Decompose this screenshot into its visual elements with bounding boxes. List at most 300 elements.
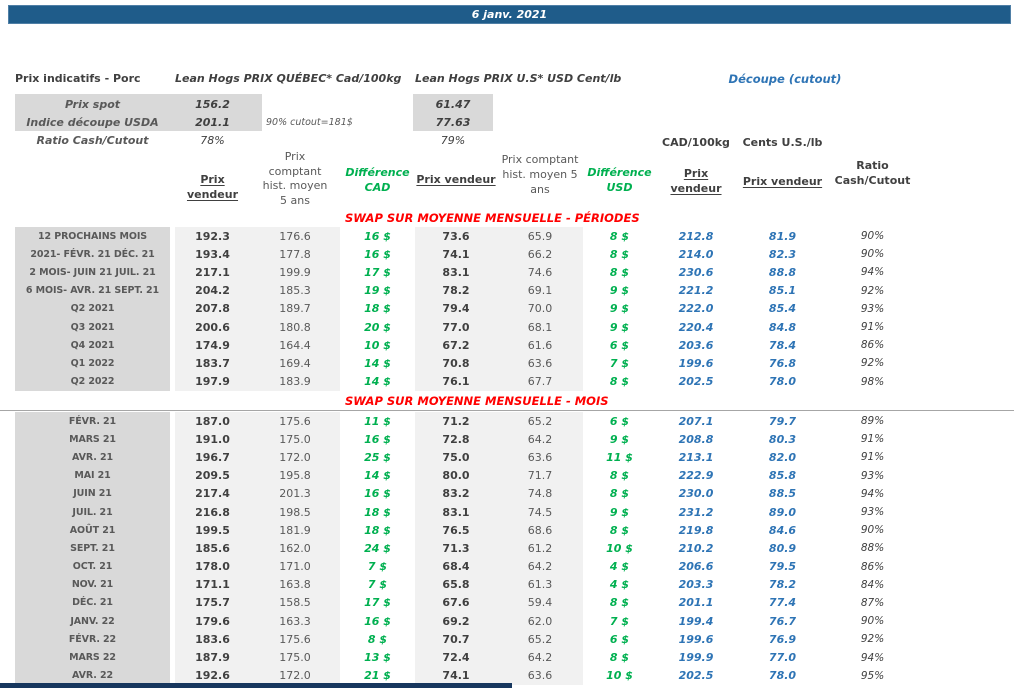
usd-prix-vendeur: 74.1 xyxy=(415,245,497,263)
usd-prix-comptant: 59.4 xyxy=(497,594,583,612)
row-label: SEPT. 21 xyxy=(15,539,170,557)
cad-prix-vendeur: 209.5 xyxy=(175,467,250,485)
difference-usd: 9 $ xyxy=(609,432,630,446)
difference-usd: 6 $ xyxy=(609,632,630,646)
difference-usd: 10 $ xyxy=(606,669,633,683)
table-row xyxy=(15,282,920,300)
difference-cad: 16 $ xyxy=(364,614,391,628)
header-line: Prix xyxy=(284,150,306,163)
difference-cad: 18 $ xyxy=(364,302,391,316)
cutout-us-prix-vendeur: 76.9 xyxy=(768,632,797,646)
prix-spot-usd-value: 61.47 xyxy=(435,97,471,111)
usd-prix-vendeur: 71.3 xyxy=(415,539,497,557)
cad-prix-vendeur: 207.8 xyxy=(175,300,250,318)
cutout-cad-prix-vendeur: 202.5 xyxy=(678,669,714,683)
cad-prix-vendeur: 204.2 xyxy=(175,282,250,300)
cad-prix-comptant: 158.5 xyxy=(250,594,340,612)
header-line: USD xyxy=(606,181,633,194)
bottom-bar xyxy=(0,683,512,688)
difference-cad: 10 $ xyxy=(364,338,391,352)
cutout-cad-prix-vendeur: 207.1 xyxy=(678,414,714,428)
usd-prix-comptant: 69.1 xyxy=(497,282,583,300)
cad-prix-comptant: 175.0 xyxy=(250,430,340,448)
usd-prix-comptant: 66.2 xyxy=(497,245,583,263)
table-row xyxy=(15,521,920,539)
usd-prix-vendeur: 73.6 xyxy=(415,227,497,245)
column-header-difference-usd xyxy=(587,165,652,195)
usd-prix-comptant: 68.1 xyxy=(497,318,583,336)
difference-cad: 11 $ xyxy=(364,414,391,428)
usd-prix-comptant: 65.9 xyxy=(497,227,583,245)
usd-prix-vendeur: 78.2 xyxy=(415,282,497,300)
difference-cad: 8 $ xyxy=(367,632,388,646)
cad-prix-vendeur: 187.0 xyxy=(175,412,250,430)
cad-prix-vendeur: 185.6 xyxy=(175,539,250,557)
cutout-us-prix-vendeur: 85.8 xyxy=(768,469,797,483)
cad-prix-comptant: 180.8 xyxy=(250,318,340,336)
cad-prix-vendeur: 193.4 xyxy=(175,245,250,263)
us-section-title: Lean Hogs PRIX U.S* USD Cent/lb xyxy=(415,72,622,85)
difference-usd: 9 $ xyxy=(609,284,630,298)
difference-cad: 17 $ xyxy=(364,265,391,279)
row-label: FÉVR. 22 xyxy=(15,630,170,648)
table-row xyxy=(15,630,920,648)
cad-prix-comptant: 163.8 xyxy=(250,576,340,594)
row-label: Q2 2022 xyxy=(15,373,170,391)
difference-cad: 21 $ xyxy=(364,669,391,683)
usd-prix-comptant: 61.6 xyxy=(497,336,583,354)
cutout-us-prix-vendeur: 85.1 xyxy=(768,284,797,298)
row-label: AOÛT 21 xyxy=(15,521,170,539)
cad-prix-comptant: 199.9 xyxy=(250,263,340,281)
cutout-us-prix-vendeur: 78.4 xyxy=(768,338,797,352)
ratio-cash-cutout: 94% xyxy=(860,651,885,664)
usd-prix-comptant: 61.2 xyxy=(497,539,583,557)
row-label: Q4 2021 xyxy=(15,336,170,354)
cutout-cad-prix-vendeur: 202.5 xyxy=(678,375,714,389)
difference-usd: 6 $ xyxy=(609,338,630,352)
difference-usd: 4 $ xyxy=(609,578,630,592)
difference-cad: 16 $ xyxy=(364,229,391,243)
cutout-cad-prix-vendeur: 230.6 xyxy=(678,265,714,279)
header-line: Différence xyxy=(345,166,410,179)
table-row xyxy=(15,576,920,594)
ratio-cad-value: 78% xyxy=(200,133,225,147)
usd-prix-vendeur: 72.8 xyxy=(415,430,497,448)
ratio-cash-cutout: 90% xyxy=(860,230,885,243)
row-label: MARS 21 xyxy=(15,430,170,448)
header-line: vendeur xyxy=(670,182,722,195)
cutout-us-prix-vendeur: 80.3 xyxy=(768,432,797,446)
usd-prix-comptant: 64.2 xyxy=(497,648,583,666)
usd-prix-comptant: 70.0 xyxy=(497,300,583,318)
row-label: NOV. 21 xyxy=(15,576,170,594)
table-row xyxy=(15,467,920,485)
table-row xyxy=(15,412,920,430)
cad-prix-comptant: 176.6 xyxy=(250,227,340,245)
ratio-cash-cutout: 92% xyxy=(860,357,885,370)
usd-prix-vendeur: 79.4 xyxy=(415,300,497,318)
ratio-cash-cutout: 86% xyxy=(860,560,885,573)
table-row xyxy=(15,336,920,354)
indice-decoupe-label: Indice découpe USDA xyxy=(26,115,159,129)
usd-prix-comptant: 64.2 xyxy=(497,558,583,576)
cad-prix-comptant: 201.3 xyxy=(250,485,340,503)
cutout-us-prix-vendeur: 77.0 xyxy=(768,651,797,665)
difference-cad: 14 $ xyxy=(364,356,391,370)
header-line: hist. moyen 5 xyxy=(502,168,578,181)
column-header-cutout-cad-prix-vendeur xyxy=(652,166,740,196)
ratio-cash-cutout: 91% xyxy=(860,433,885,446)
cad-prix-vendeur: 192.6 xyxy=(175,667,250,685)
usd-prix-comptant: 74.5 xyxy=(497,503,583,521)
indice-decoupe-usd-value: 77.63 xyxy=(435,115,471,129)
ratio-cash-cutout: 90% xyxy=(860,248,885,261)
usd-prix-comptant: 67.7 xyxy=(497,373,583,391)
difference-usd: 8 $ xyxy=(609,596,630,610)
cutout-us-prix-vendeur: 79.7 xyxy=(768,414,797,428)
cutout-cad-prix-vendeur: 201.1 xyxy=(678,596,714,610)
usd-prix-comptant: 64.2 xyxy=(497,430,583,448)
cutout-us-prix-vendeur: 80.9 xyxy=(768,541,797,555)
cutout-us-prix-vendeur: 88.5 xyxy=(768,487,797,501)
difference-usd: 8 $ xyxy=(609,651,630,665)
usd-prix-vendeur: 77.0 xyxy=(415,318,497,336)
page-title: Prix indicatifs - Porc xyxy=(15,72,141,85)
column-header-ratio-cash-cutout xyxy=(825,158,920,188)
difference-cad: 20 $ xyxy=(364,320,391,334)
cutout-cad-prix-vendeur: 199.6 xyxy=(678,632,714,646)
cutout-section-title: Découpe (cutout) xyxy=(728,72,842,86)
cutout-us-prix-vendeur: 89.0 xyxy=(768,505,797,519)
ratio-usd-value: 79% xyxy=(440,133,466,147)
usd-prix-comptant: 74.6 xyxy=(497,263,583,281)
cutout-cad-prix-vendeur: 220.4 xyxy=(678,320,714,334)
table-row xyxy=(15,373,920,391)
difference-usd: 9 $ xyxy=(609,320,630,334)
section-title-periodes: SWAP SUR MOYENNE MENSUELLE - PÉRIODES xyxy=(345,211,640,225)
ratio-cash-cutout: 91% xyxy=(860,451,885,464)
cutout-cad-prix-vendeur: 199.6 xyxy=(678,356,714,370)
cad-prix-comptant: 175.0 xyxy=(250,648,340,666)
ratio-cash-cutout: 93% xyxy=(860,302,885,315)
cutout-us-prix-vendeur: 76.8 xyxy=(768,356,797,370)
cutout-cad-prix-vendeur: 206.6 xyxy=(678,560,714,574)
cad-prix-vendeur: 217.1 xyxy=(175,263,250,281)
cutout-note: 90% cutout=181$ xyxy=(266,116,353,128)
ratio-cash-cutout: 92% xyxy=(860,633,885,646)
ratio-cash-cutout: 95% xyxy=(860,669,885,682)
usd-prix-vendeur: 70.8 xyxy=(415,354,497,372)
usd-prix-comptant: 65.2 xyxy=(497,630,583,648)
cad-prix-vendeur: 200.6 xyxy=(175,318,250,336)
difference-cad: 25 $ xyxy=(364,450,391,464)
cutout-us-prix-vendeur: 82.0 xyxy=(768,450,797,464)
difference-usd: 11 $ xyxy=(606,450,633,464)
usd-prix-vendeur: 71.2 xyxy=(415,412,497,430)
cad-prix-comptant: 172.0 xyxy=(250,448,340,466)
column-header-cutout-us-prix-vendeur: Prix vendeur xyxy=(742,175,823,188)
difference-cad: 24 $ xyxy=(364,541,391,555)
cad-prix-comptant: 163.3 xyxy=(250,612,340,630)
cutout-us-prix-vendeur: 79.5 xyxy=(768,560,797,574)
row-label: MAI 21 xyxy=(15,467,170,485)
difference-usd: 8 $ xyxy=(609,469,630,483)
column-header-prix-comptant-cad xyxy=(250,150,340,207)
cad-prix-vendeur: 191.0 xyxy=(175,430,250,448)
difference-cad: 16 $ xyxy=(364,247,391,261)
cad-prix-comptant: 183.9 xyxy=(250,373,340,391)
table-row xyxy=(15,485,920,503)
row-label: MARS 22 xyxy=(15,648,170,666)
section-title-mois: SWAP SUR MOYENNE MENSUELLE - MOIS xyxy=(345,394,609,408)
row-label: JUIL. 21 xyxy=(15,503,170,521)
table-row xyxy=(15,648,920,666)
difference-usd: 8 $ xyxy=(609,247,630,261)
cutout-us-prix-vendeur: 77.4 xyxy=(768,596,797,610)
difference-cad: 16 $ xyxy=(364,487,391,501)
usd-prix-comptant: 63.6 xyxy=(497,448,583,466)
row-label: Q3 2021 xyxy=(15,318,170,336)
cutout-cad-prix-vendeur: 203.6 xyxy=(678,338,714,352)
ratio-cash-cutout: 87% xyxy=(860,596,885,609)
header-line: Différence xyxy=(587,166,652,179)
cutout-cad-prix-vendeur: 212.8 xyxy=(678,229,714,243)
usd-prix-comptant: 63.6 xyxy=(497,667,583,685)
ratio-cash-cutout: 88% xyxy=(860,542,885,555)
ratio-cash-cutout: 89% xyxy=(860,415,885,428)
ratio-cash-cutout: 90% xyxy=(860,524,885,537)
periods-table xyxy=(15,227,920,391)
difference-usd: 6 $ xyxy=(609,414,630,428)
cad-prix-vendeur: 199.5 xyxy=(175,521,250,539)
table-row xyxy=(15,558,920,576)
difference-cad: 18 $ xyxy=(364,523,391,537)
cad-prix-vendeur: 174.9 xyxy=(175,336,250,354)
cad-prix-comptant: 175.6 xyxy=(250,412,340,430)
table-row xyxy=(15,318,920,336)
usd-prix-vendeur: 76.5 xyxy=(415,521,497,539)
cutout-cad-prix-vendeur: 203.3 xyxy=(678,578,714,592)
row-label: JUIN 21 xyxy=(15,485,170,503)
table-row xyxy=(15,354,920,372)
usd-prix-vendeur: 74.1 xyxy=(415,667,497,685)
ratio-cash-cutout: 84% xyxy=(860,578,885,591)
cad-prix-vendeur: 178.0 xyxy=(175,558,250,576)
difference-cad: 14 $ xyxy=(364,375,391,389)
difference-usd: 7 $ xyxy=(609,614,630,628)
prix-spot-cad-value: 156.2 xyxy=(195,97,230,111)
cad-prix-comptant: 172.0 xyxy=(250,667,340,685)
table-row xyxy=(15,430,920,448)
cutout-us-prix-vendeur: 84.8 xyxy=(768,320,797,334)
cad-prix-vendeur: 179.6 xyxy=(175,612,250,630)
ratio-cash-cutout: 93% xyxy=(860,469,885,482)
prix-spot-label: Prix spot xyxy=(64,97,121,111)
usd-prix-comptant: 65.2 xyxy=(497,412,583,430)
usd-prix-vendeur: 65.8 xyxy=(415,576,497,594)
column-header-us-unit: Cents U.S./lb xyxy=(742,136,823,149)
cutout-us-prix-vendeur: 81.9 xyxy=(768,229,797,243)
row-label: FÉVR. 21 xyxy=(15,412,170,430)
row-label: DÉC. 21 xyxy=(15,594,170,612)
header-line: comptant xyxy=(268,164,322,178)
cutout-cad-prix-vendeur: 208.8 xyxy=(678,432,714,446)
row-label: 2021- FÉVR. 21 DÉC. 21 xyxy=(15,245,170,263)
ratio-cash-cutout: 90% xyxy=(860,615,885,628)
difference-usd: 7 $ xyxy=(609,356,630,370)
difference-usd: 8 $ xyxy=(609,375,630,389)
cad-prix-comptant: 185.3 xyxy=(250,282,340,300)
cutout-cad-prix-vendeur: 210.2 xyxy=(678,541,714,555)
ratio-cash-cutout: 94% xyxy=(860,487,885,500)
row-label: Q2 2021 xyxy=(15,300,170,318)
cutout-us-prix-vendeur: 84.6 xyxy=(768,523,797,537)
cutout-cad-prix-vendeur: 199.4 xyxy=(678,614,714,628)
table-row xyxy=(15,448,920,466)
difference-usd: 8 $ xyxy=(609,265,630,279)
usd-prix-vendeur: 67.6 xyxy=(415,594,497,612)
usd-prix-vendeur: 75.0 xyxy=(415,448,497,466)
usd-prix-vendeur: 72.4 xyxy=(415,648,497,666)
cutout-cad-prix-vendeur: 230.0 xyxy=(678,487,714,501)
cad-prix-comptant: 162.0 xyxy=(250,539,340,557)
months-table xyxy=(15,412,920,685)
cad-prix-vendeur: 196.7 xyxy=(175,448,250,466)
cutout-us-prix-vendeur: 78.0 xyxy=(768,669,797,683)
column-header-difference-cad xyxy=(345,165,410,195)
cad-prix-vendeur: 175.7 xyxy=(175,594,250,612)
cutout-cad-prix-vendeur: 219.8 xyxy=(678,523,714,537)
usd-prix-comptant: 62.0 xyxy=(497,612,583,630)
header-line: Ratio xyxy=(856,159,889,172)
usd-prix-vendeur: 67.2 xyxy=(415,336,497,354)
cad-prix-comptant: 171.0 xyxy=(250,558,340,576)
row-label: Q1 2022 xyxy=(15,354,170,372)
cutout-cad-prix-vendeur: 231.2 xyxy=(678,505,714,519)
cutout-cad-prix-vendeur: 199.9 xyxy=(678,651,714,665)
difference-cad: 18 $ xyxy=(364,505,391,519)
ratio-cash-cutout: 94% xyxy=(860,266,885,279)
header-line: hist. moyen xyxy=(262,179,328,192)
table-row xyxy=(15,300,920,318)
ratio-cash-cutout: 91% xyxy=(860,321,885,334)
header-line: Cash/Cutout xyxy=(834,174,911,187)
cutout-us-prix-vendeur: 82.3 xyxy=(768,247,797,261)
ratio-cash-cutout: 92% xyxy=(860,284,885,297)
usd-prix-vendeur: 83.1 xyxy=(415,263,497,281)
cad-prix-comptant: 195.8 xyxy=(250,467,340,485)
ratio-cash-cutout: 93% xyxy=(860,506,885,519)
cutout-cad-prix-vendeur: 221.2 xyxy=(678,284,714,298)
difference-cad: 19 $ xyxy=(364,284,391,298)
usd-prix-vendeur: 83.1 xyxy=(415,503,497,521)
cad-prix-vendeur: 183.7 xyxy=(175,354,250,372)
difference-cad: 14 $ xyxy=(364,469,391,483)
cad-prix-vendeur: 217.4 xyxy=(175,485,250,503)
row-label: AVR. 21 xyxy=(15,448,170,466)
row-label: JANV. 22 xyxy=(15,612,170,630)
ratio-cash-cutout: 98% xyxy=(860,375,885,388)
cutout-us-prix-vendeur: 78.0 xyxy=(768,375,797,389)
cad-prix-comptant: 181.9 xyxy=(250,521,340,539)
header-line: 5 ans xyxy=(280,193,310,207)
horizontal-divider xyxy=(0,410,1014,411)
difference-usd: 10 $ xyxy=(606,541,633,555)
cutout-us-prix-vendeur: 78.2 xyxy=(768,578,797,592)
cutout-cad-prix-vendeur: 213.1 xyxy=(678,450,714,464)
row-label: 2 MOIS- JUIN 21 JUIL. 21 xyxy=(15,263,170,281)
usd-prix-comptant: 68.6 xyxy=(497,521,583,539)
column-header-prix-comptant-usd xyxy=(497,152,583,197)
header-line: Prix xyxy=(683,167,709,180)
usd-prix-vendeur: 68.4 xyxy=(415,558,497,576)
table-row xyxy=(15,612,920,630)
cad-prix-vendeur: 187.9 xyxy=(175,648,250,666)
ratio-cash-cutout-label: Ratio Cash/Cutout xyxy=(36,133,149,147)
usd-prix-comptant: 61.3 xyxy=(497,576,583,594)
difference-usd: 8 $ xyxy=(609,523,630,537)
cad-prix-comptant: 175.6 xyxy=(250,630,340,648)
cad-prix-vendeur: 197.9 xyxy=(175,373,250,391)
header-line: ans xyxy=(530,183,550,196)
cad-prix-comptant: 164.4 xyxy=(250,336,340,354)
difference-cad: 7 $ xyxy=(367,560,388,574)
row-label: 6 MOIS- AVR. 21 SEPT. 21 xyxy=(15,282,170,300)
table-row xyxy=(15,245,920,263)
usd-prix-comptant: 74.8 xyxy=(497,485,583,503)
column-header-prix-vendeur-usd: Prix vendeur xyxy=(416,173,496,186)
cad-prix-comptant: 169.4 xyxy=(250,354,340,372)
usd-prix-comptant: 63.6 xyxy=(497,354,583,372)
indice-decoupe-cad-value: 201.1 xyxy=(195,115,230,129)
difference-cad: 13 $ xyxy=(364,651,391,665)
difference-usd: 8 $ xyxy=(609,487,630,501)
cutout-cad-prix-vendeur: 222.9 xyxy=(678,469,714,483)
cutout-us-prix-vendeur: 76.7 xyxy=(768,614,797,628)
table-row xyxy=(15,594,920,612)
row-label: OCT. 21 xyxy=(15,558,170,576)
cutout-us-prix-vendeur: 88.8 xyxy=(768,265,797,279)
usd-prix-comptant: 71.7 xyxy=(497,467,583,485)
usd-prix-vendeur: 70.7 xyxy=(415,630,497,648)
difference-usd: 8 $ xyxy=(609,229,630,243)
column-header-cad-unit: CAD/100kg xyxy=(662,136,730,149)
header-line: Prix comptant xyxy=(501,153,579,166)
difference-usd: 9 $ xyxy=(609,505,630,519)
cutout-cad-prix-vendeur: 214.0 xyxy=(678,247,714,261)
cad-prix-vendeur: 192.3 xyxy=(175,227,250,245)
difference-cad: 7 $ xyxy=(367,578,388,592)
cad-prix-vendeur: 171.1 xyxy=(175,576,250,594)
cad-prix-comptant: 177.8 xyxy=(250,245,340,263)
usd-prix-vendeur: 76.1 xyxy=(415,373,497,391)
date-banner xyxy=(8,5,1011,24)
row-label: AVR. 22 xyxy=(15,667,170,685)
column-header-prix-vendeur-cad: Prix vendeur xyxy=(186,173,239,201)
table-row xyxy=(15,263,920,281)
quebec-section-title: Lean Hogs PRIX QUÉBEC* Cad/100kg xyxy=(175,72,402,85)
table-row xyxy=(15,539,920,557)
difference-usd: 9 $ xyxy=(609,302,630,316)
cad-prix-comptant: 198.5 xyxy=(250,503,340,521)
cad-prix-comptant: 189.7 xyxy=(250,300,340,318)
table-row xyxy=(15,503,920,521)
cad-prix-vendeur: 216.8 xyxy=(175,503,250,521)
ratio-cash-cutout: 86% xyxy=(860,339,885,352)
usd-prix-vendeur: 80.0 xyxy=(415,467,497,485)
difference-cad: 17 $ xyxy=(364,596,391,610)
